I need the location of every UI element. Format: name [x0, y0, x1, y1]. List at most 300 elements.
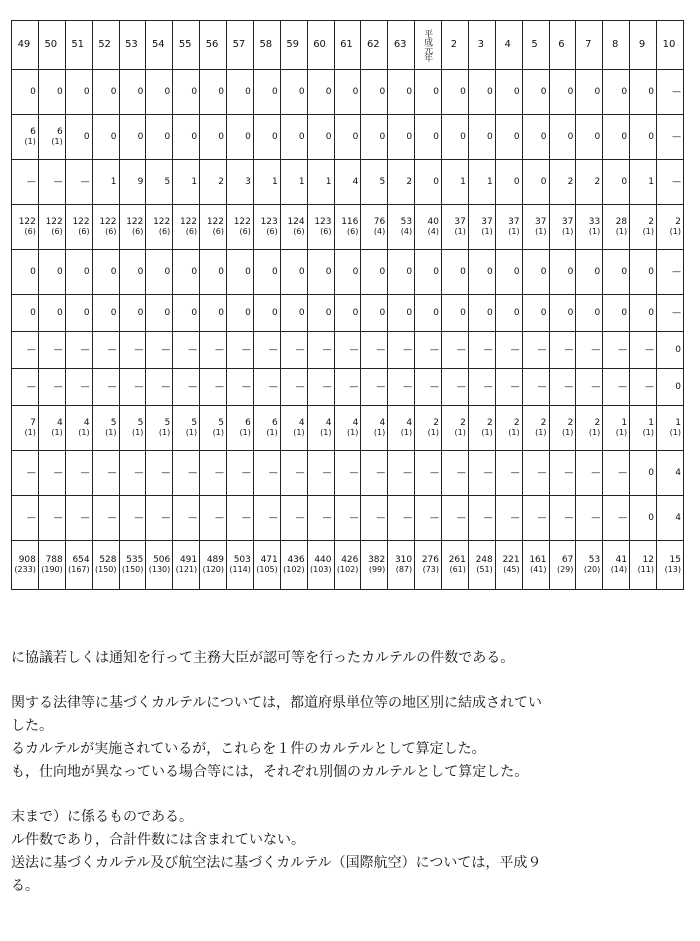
table-row: [12, 205, 684, 250]
table-cell: [603, 295, 630, 332]
table-cell: [38, 332, 65, 369]
table-cell: [361, 332, 388, 369]
table-cell: [146, 541, 173, 590]
cell-value: 0: [513, 267, 520, 277]
table-cell: [388, 541, 415, 590]
table-cell: [522, 115, 549, 160]
table-cell: [495, 115, 522, 160]
cell-value: 0: [110, 308, 117, 318]
table-cell: [549, 295, 576, 332]
table-cell: [38, 295, 65, 332]
cell-value: 248: [475, 555, 493, 565]
cell-value: 489: [206, 555, 224, 565]
table-cell: [388, 70, 415, 115]
table-cell: [200, 250, 227, 295]
table-cell: [173, 496, 200, 541]
cell-paren-value: (1): [24, 428, 36, 437]
cell-paren-value: (6): [78, 227, 90, 236]
cell-value: —: [53, 345, 63, 355]
table-cell: [522, 295, 549, 332]
table-cell: [280, 160, 307, 205]
table-cell: [227, 332, 254, 369]
table-cell: [65, 541, 92, 590]
cell-value: —: [134, 382, 144, 392]
table-cell: [442, 541, 469, 590]
table-cell: [522, 496, 549, 541]
cell-value: 0: [191, 132, 198, 142]
table-row: [12, 115, 684, 160]
cell-value: 0: [433, 132, 439, 142]
table-cell: [657, 250, 684, 295]
cell-value: 4: [352, 177, 359, 187]
table-cell: [227, 250, 254, 295]
table-cell: [119, 250, 146, 295]
table-cell: [630, 205, 657, 250]
cell-value: —: [215, 468, 224, 478]
cell-value: 4: [675, 513, 681, 523]
table-cell: [253, 332, 280, 369]
cell-value: 0: [272, 87, 278, 97]
cell-value: 2: [594, 177, 601, 187]
cell-value: 12: [642, 555, 654, 565]
cell-value: —: [107, 345, 117, 355]
table-cell: [630, 250, 657, 295]
table-cell: [630, 160, 657, 205]
table-cell: [38, 369, 65, 406]
cell-value: —: [215, 513, 224, 523]
cell-paren-value: (6): [158, 227, 171, 236]
cell-value: —: [537, 468, 547, 478]
cell-paren-value: (150): [121, 565, 144, 574]
cell-paren-value: (1): [212, 428, 224, 437]
table-cell: [415, 406, 442, 451]
table-cell: [522, 369, 549, 406]
cell-value: 0: [83, 308, 90, 318]
cell-value: 2: [648, 217, 654, 227]
table-cell: [549, 451, 576, 496]
cell-value: 528: [99, 555, 117, 565]
cell-value: 0: [137, 267, 144, 277]
table-cell: [280, 295, 307, 332]
table-cell: [65, 332, 92, 369]
table-cell: [334, 332, 361, 369]
cell-paren-value: (6): [51, 227, 63, 236]
cell-value: 382: [368, 555, 386, 565]
cell-value: 0: [648, 468, 654, 478]
cell-value: —: [430, 345, 439, 355]
cell-value: 436: [287, 555, 305, 565]
cell-value: —: [456, 382, 466, 392]
year-header-cell: 62: [361, 21, 388, 70]
cell-value: —: [53, 468, 63, 478]
table-cell: [173, 406, 200, 451]
cell-paren-value: (45): [503, 565, 520, 574]
table-cell: [200, 406, 227, 451]
table-cell: [603, 160, 630, 205]
cell-paren-value: (1): [562, 428, 574, 437]
cell-value: —: [80, 382, 90, 392]
cell-value: 122: [126, 217, 144, 227]
year-header-cell: 5: [522, 21, 549, 70]
table-cell: [119, 496, 146, 541]
cell-value: 7: [30, 418, 36, 428]
table-cell: [280, 115, 307, 160]
table-cell: [12, 160, 39, 205]
cell-value: —: [537, 382, 547, 392]
cell-value: 122: [18, 217, 36, 227]
table-cell: [227, 406, 254, 451]
cell-value: 0: [164, 132, 171, 142]
cell-value: 122: [179, 217, 198, 227]
table-cell: [495, 406, 522, 451]
cell-paren-value: (6): [266, 227, 278, 236]
table-cell: [468, 205, 495, 250]
cell-value: 0: [245, 87, 251, 97]
table-cell: [630, 406, 657, 451]
table-cell: [307, 332, 334, 369]
table-cell: [495, 250, 522, 295]
table-cell: [657, 332, 684, 369]
cell-value: 0: [648, 87, 654, 97]
cell-value: 0: [191, 267, 198, 277]
cell-value: 0: [245, 132, 251, 142]
table-cell: [361, 160, 388, 205]
table-cell: [92, 160, 119, 205]
table-cell: [468, 332, 495, 369]
cell-value: 0: [433, 87, 439, 97]
cell-value: 0: [137, 87, 144, 97]
table-cell: [522, 541, 549, 590]
cell-value: —: [645, 382, 654, 392]
table-cell: [576, 205, 603, 250]
table-cell: [280, 406, 307, 451]
table-cell: [119, 451, 146, 496]
table-cell: [12, 115, 39, 160]
table-cell: [307, 250, 334, 295]
cell-value: —: [134, 468, 144, 478]
cell-value: —: [107, 382, 117, 392]
cell-value: 1: [272, 177, 278, 187]
cell-value: 0: [245, 308, 251, 318]
table-cell: [146, 369, 173, 406]
cell-paren-value: (130): [148, 565, 171, 574]
table-cell: [92, 250, 119, 295]
cell-value: —: [430, 382, 439, 392]
table-cell: [468, 250, 495, 295]
table-cell: [388, 369, 415, 406]
cell-value: 0: [621, 308, 628, 318]
cell-value: 1: [621, 418, 628, 428]
cell-value: 0: [352, 267, 359, 277]
cell-value: 0: [245, 267, 251, 277]
table-cell: [388, 295, 415, 332]
table-cell: [576, 115, 603, 160]
cell-value: —: [80, 513, 90, 523]
table-cell: [522, 250, 549, 295]
cell-paren-value: (105): [256, 565, 278, 574]
year-header-cell: 10: [657, 21, 684, 70]
year-header-cell: 6: [549, 21, 576, 70]
table-cell: [38, 406, 65, 451]
cell-value: 0: [540, 267, 547, 277]
table-cell: [388, 451, 415, 496]
table-cell: [12, 250, 39, 295]
table-cell: [630, 496, 657, 541]
cell-value: 0: [218, 308, 224, 318]
table-cell: [549, 205, 576, 250]
cell-value: 0: [648, 132, 654, 142]
cell-value: —: [107, 468, 117, 478]
table-cell: [549, 541, 576, 590]
table-cell: [361, 70, 388, 115]
cell-value: 2: [218, 177, 224, 187]
table-cell: [495, 369, 522, 406]
table-cell: [442, 205, 469, 250]
table-cell: [38, 115, 65, 160]
cell-value: 2: [567, 418, 574, 428]
table-cell: [468, 115, 495, 160]
table-cell: [146, 115, 173, 160]
table-cell: [12, 406, 39, 451]
cell-paren-value: (1): [588, 227, 601, 236]
cell-value: —: [510, 345, 520, 355]
table-cell: [92, 541, 119, 590]
cell-value: 0: [272, 308, 278, 318]
table-cell: [442, 250, 469, 295]
cell-value: 440: [314, 555, 332, 565]
cell-value: —: [645, 345, 654, 355]
table-cell: [603, 70, 630, 115]
cell-value: 40: [427, 217, 439, 227]
cell-paren-value: (114): [229, 565, 251, 574]
cell-value: 76: [373, 217, 386, 227]
table-cell: [388, 205, 415, 250]
cell-value: —: [295, 513, 305, 523]
cell-value: —: [672, 267, 681, 277]
table-cell: [468, 451, 495, 496]
cell-value: 41: [615, 555, 628, 565]
cell-value: —: [107, 513, 117, 523]
table-cell: [12, 295, 39, 332]
table-cell: [200, 295, 227, 332]
cell-value: 0: [513, 308, 520, 318]
cell-value: 2: [487, 418, 493, 428]
table-cell: [119, 369, 146, 406]
table-cell: [334, 160, 361, 205]
cell-value: —: [322, 345, 332, 355]
cell-value: 0: [487, 132, 493, 142]
table-cell: [361, 205, 388, 250]
note-line-7: ル件数であり，合計件数には含まれていない。: [11, 832, 305, 848]
cell-value: —: [188, 468, 198, 478]
table-cell: [119, 295, 146, 332]
cell-value: —: [672, 177, 681, 187]
table-cell: [146, 406, 173, 451]
cell-value: —: [161, 382, 171, 392]
table-cell: [227, 160, 254, 205]
note-line-4: るカルテルが実施されているが，これらを１件のカルテルとして算定した。: [11, 741, 486, 757]
cell-value: 1: [460, 177, 466, 187]
cell-value: —: [564, 468, 574, 478]
year-header-cell: 59: [280, 21, 307, 70]
cell-value: —: [456, 345, 466, 355]
table-cell: [334, 70, 361, 115]
table-cell: [92, 115, 119, 160]
table-cell: [522, 205, 549, 250]
table-cell: [200, 160, 227, 205]
table-cell: [657, 541, 684, 590]
table-cell: [603, 496, 630, 541]
cell-value: 2: [513, 418, 520, 428]
table-cell: [549, 406, 576, 451]
cell-value: 33: [588, 217, 601, 227]
table-cell: [307, 451, 334, 496]
table-cell: [657, 369, 684, 406]
table-cell: [280, 369, 307, 406]
table-cell: [603, 332, 630, 369]
cell-value: 0: [298, 132, 305, 142]
cell-value: —: [161, 468, 171, 478]
cell-value: 261: [448, 555, 466, 565]
cell-value: —: [483, 382, 493, 392]
cell-paren-value: (41): [530, 565, 547, 574]
table-cell: [146, 205, 173, 250]
table-cell: [227, 115, 254, 160]
cell-value: 2: [433, 418, 439, 428]
cell-paren-value: (1): [320, 428, 332, 437]
cell-paren-value: (51): [476, 565, 493, 574]
table-cell: [280, 541, 307, 590]
table-cell: [361, 451, 388, 496]
cell-value: —: [134, 345, 144, 355]
cell-value: —: [295, 382, 305, 392]
year-header-cell: 61: [334, 21, 361, 70]
cell-paren-value: (102): [283, 565, 305, 574]
table-cell: [65, 406, 92, 451]
table-cell: [12, 70, 39, 115]
table-cell: [280, 250, 307, 295]
cell-value: 0: [513, 87, 520, 97]
table-cell: [630, 70, 657, 115]
table-cell: [253, 541, 280, 590]
cell-value: —: [430, 513, 439, 523]
table-cell: [495, 496, 522, 541]
cell-paren-value: (1): [669, 227, 681, 236]
cell-paren-value: (11): [637, 565, 654, 574]
cell-value: 1: [648, 418, 654, 428]
year-header-cell: 3: [468, 21, 495, 70]
cell-value: 0: [352, 308, 359, 318]
cell-value: 0: [110, 132, 117, 142]
table-cell: [227, 451, 254, 496]
note-line-5: も，仕向地が異なっている場合等には，それぞれ別個のカルテルとして算定した。: [11, 764, 529, 780]
cell-value: 0: [325, 87, 332, 97]
cell-paren-value: (1): [185, 428, 198, 437]
cell-value: 5: [191, 418, 198, 428]
table-cell: [630, 332, 657, 369]
cell-value: 0: [406, 87, 413, 97]
cell-value: —: [376, 382, 386, 392]
table-cell: [468, 70, 495, 115]
cell-value: 1: [487, 177, 493, 187]
cell-value: —: [403, 468, 413, 478]
table-cell: [173, 295, 200, 332]
cell-value: 0: [513, 177, 520, 187]
table-cell: [495, 70, 522, 115]
table-cell: [307, 160, 334, 205]
table-cell: [334, 295, 361, 332]
cell-value: 0: [325, 267, 332, 277]
table-cell: [549, 160, 576, 205]
cell-value: 0: [487, 87, 493, 97]
table-cell: [657, 496, 684, 541]
table-cell: [603, 369, 630, 406]
year-header-cell: 52: [92, 21, 119, 70]
cell-value: 0: [487, 267, 493, 277]
cell-value: 53: [400, 217, 413, 227]
cell-value: —: [53, 177, 63, 187]
cell-value: —: [188, 345, 198, 355]
cell-value: —: [26, 382, 36, 392]
table-cell: [388, 250, 415, 295]
cell-value: —: [564, 513, 574, 523]
table-cell: [361, 115, 388, 160]
note-line-8: 送法に基づくカルテル及び航空法に基づくカルテル（国際航空）については，平成９: [11, 855, 542, 871]
table-cell: [38, 250, 65, 295]
cell-value: 28: [615, 217, 628, 227]
cell-paren-value: (6): [24, 227, 36, 236]
cell-paren-value: (121): [175, 565, 198, 574]
year-header-cell: 8: [603, 21, 630, 70]
table-cell: [603, 406, 630, 451]
cell-value: 0: [110, 267, 117, 277]
cell-value: 0: [433, 308, 439, 318]
note-line-1: に協議若しくは通知を行って主務大臣が認可等を行ったカルテルの件数である。: [11, 650, 515, 666]
table-cell: [630, 115, 657, 160]
cell-value: —: [80, 345, 90, 355]
table-cell: [657, 115, 684, 160]
cell-paren-value: (4): [373, 227, 386, 236]
cell-value: 0: [621, 132, 628, 142]
cell-value: 0: [460, 132, 466, 142]
cell-value: 2: [460, 418, 466, 428]
table-cell: [253, 250, 280, 295]
table-row: [12, 369, 684, 406]
table-cell: [442, 295, 469, 332]
table-cell: [92, 496, 119, 541]
year-header-cell: 9: [630, 21, 657, 70]
cell-value: —: [26, 468, 36, 478]
cell-value: —: [26, 345, 36, 355]
cell-paren-value: (1): [132, 428, 144, 437]
cell-paren-value: (99): [368, 565, 386, 574]
table-cell: [630, 295, 657, 332]
cell-paren-value: (1): [642, 428, 654, 437]
table-cell: [12, 541, 39, 590]
cell-paren-value: (61): [449, 565, 466, 574]
cell-value: 0: [30, 87, 36, 97]
cell-value: —: [483, 345, 493, 355]
cell-paren-value: (1): [239, 428, 251, 437]
table-cell: [442, 451, 469, 496]
cell-value: 0: [513, 132, 520, 142]
cell-value: 9: [137, 177, 144, 187]
table-cell: [361, 406, 388, 451]
table-cell: [442, 332, 469, 369]
table-cell: [227, 496, 254, 541]
cell-value: 0: [540, 87, 547, 97]
table-cell: [65, 369, 92, 406]
